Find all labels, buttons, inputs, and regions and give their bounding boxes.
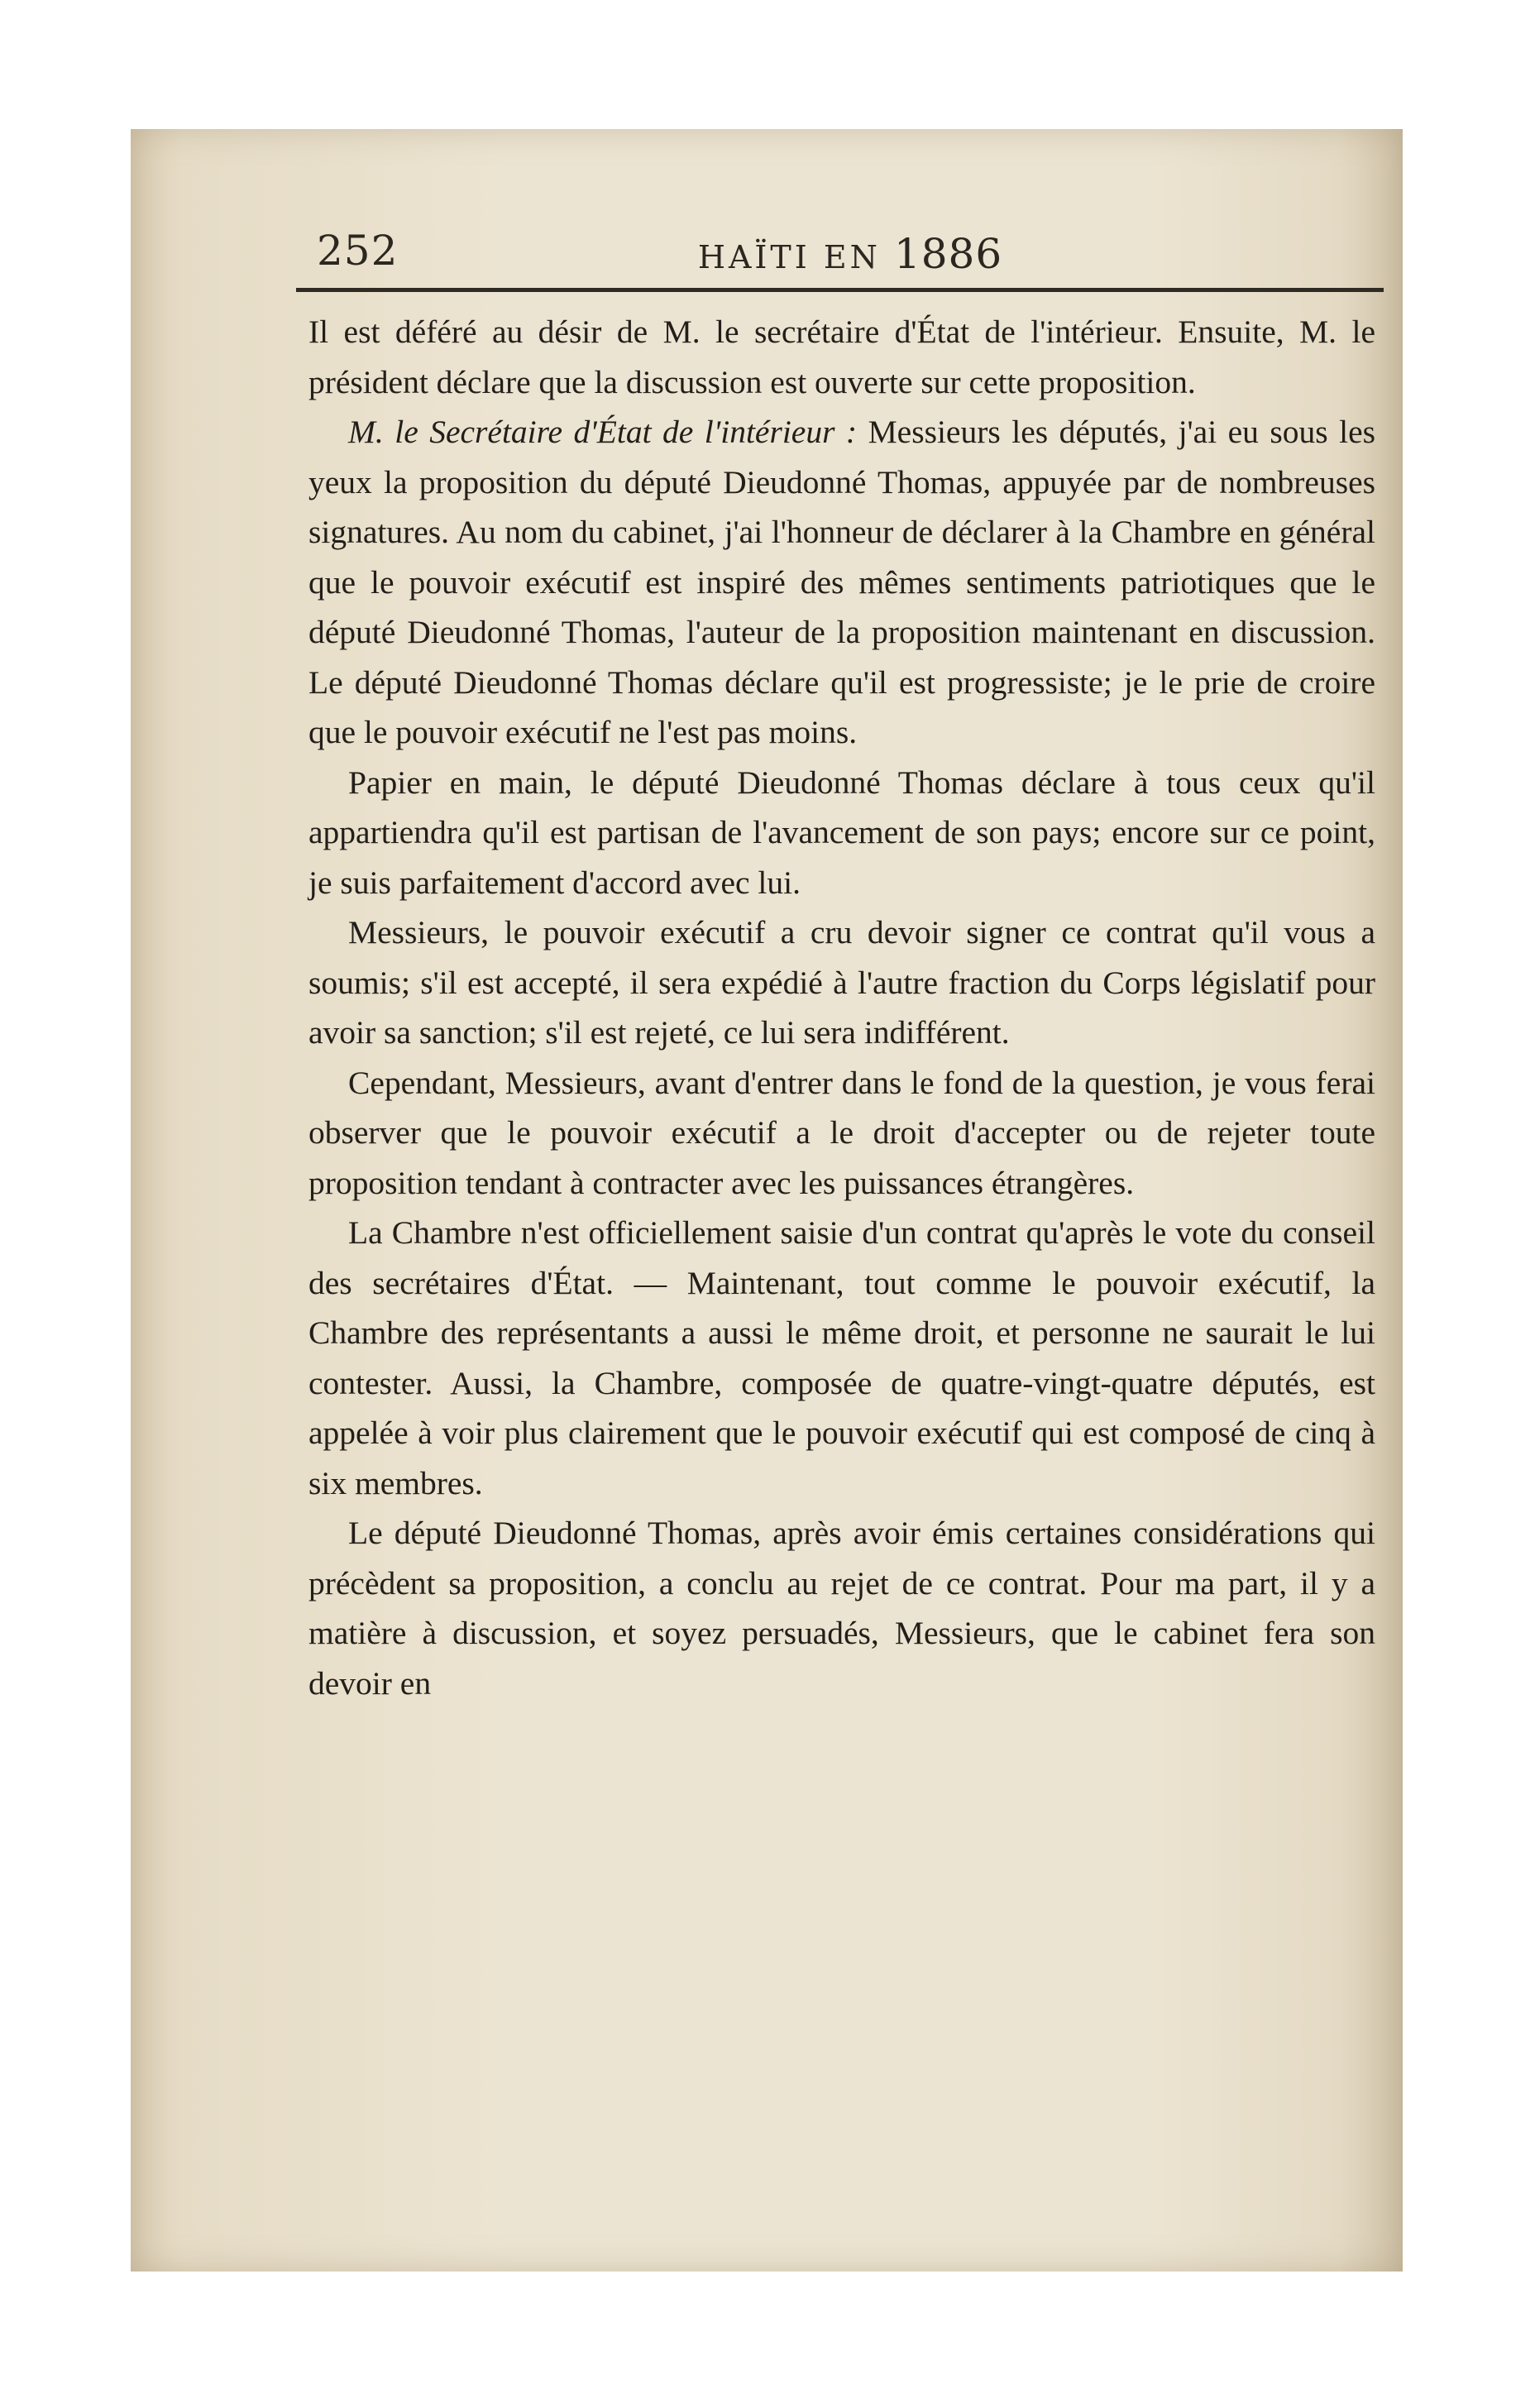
- paragraph: [308, 1208, 1375, 1508]
- running-title: [317, 230, 1384, 278]
- paragraph-text: Messieurs les députés, j'ai eu sous les yeux la proposition du député Dieudonné Thomas, appuyée par de nombreuses signatures. Au nom du cabinet, j'ai l'honneur de déclarer à la Chambre en général que le pouvoir exécutif est inspiré des mêmes sentiments patriotiques que le député Dieudonné Thomas, l'auteur de la proposition maintenant en discussion. Le député Dieudonné Thomas déclare qu'il est progressiste; je le prie de croire que le pouvoir exécutif ne l'est pas moins.: [308, 414, 1375, 750]
- paragraph-text: Papier en main, le député Dieudonné Thomas déclare à tous ceux qu'il appartiendra qu'il est partisan de l'avancement de son pays; encore sur ce point, je suis parfaitement d'accord avec lui.: [308, 764, 1375, 901]
- book-page: [131, 129, 1403, 2272]
- header-rule: [296, 288, 1384, 292]
- paragraph-text: Cependant, Messieurs, avant d'entrer dans le fond de la question, je vous ferai observer que le pouvoir exécutif a le droit d'accepter ou de rejeter toute proposition tendant à contracter avec les puissances étrangères.: [308, 1064, 1375, 1201]
- paragraph: [308, 907, 1375, 1058]
- paragraph-text: La Chambre n'est officiellement saisie d'un contrat qu'après le vote du conseil des secrétaires d'État. — Maintenant, tout comme le pouvoir exécutif, la Chambre des représentants a aussi le même droit, et personne ne saurait le lui contester. Aussi, la Chambre, composée de quatre-vingt-quatre députés, est appelée à voir plus clairement que le pouvoir exécutif qui est composé de cinq à six membres.: [308, 1214, 1375, 1501]
- paragraph: [308, 307, 1375, 407]
- paragraph: [308, 407, 1375, 758]
- page-body: [308, 307, 1375, 1708]
- paragraph: [308, 1508, 1375, 1708]
- running-title-text: HAÏTI EN: [697, 239, 881, 275]
- page-header: [317, 227, 1384, 285]
- page-number: 252: [317, 227, 399, 275]
- paragraph: [308, 1058, 1375, 1209]
- paragraph: [308, 758, 1375, 908]
- speaker-name: M. le Secrétaire d'État de l'intérieur :: [348, 414, 858, 450]
- paragraph-text: Le député Dieudonné Thomas, après avoir émis certaines considérations qui précèdent sa proposition, a conclu au rejet de ce contrat. Pour ma part, il y a matière à discussion, et soyez persuadés, Messieurs, que le cabinet fera son devoir en: [308, 1515, 1375, 1702]
- running-title-year: 1886: [893, 230, 1003, 278]
- paragraph-text: Messieurs, le pouvoir exécutif a cru devoir signer ce contrat qu'il vous a soumis; s'il est accepté, il sera expédié à l'autre fraction du Corps législatif pour avoir sa sanction; s'il est rejeté, ce lui sera indifférent.: [308, 914, 1375, 1051]
- paragraph-text: Il est déféré au désir de M. le secrétaire d'État de l'intérieur. Ensuite, M. le président déclare que la discussion est ouverte sur cette proposition.: [308, 314, 1375, 400]
